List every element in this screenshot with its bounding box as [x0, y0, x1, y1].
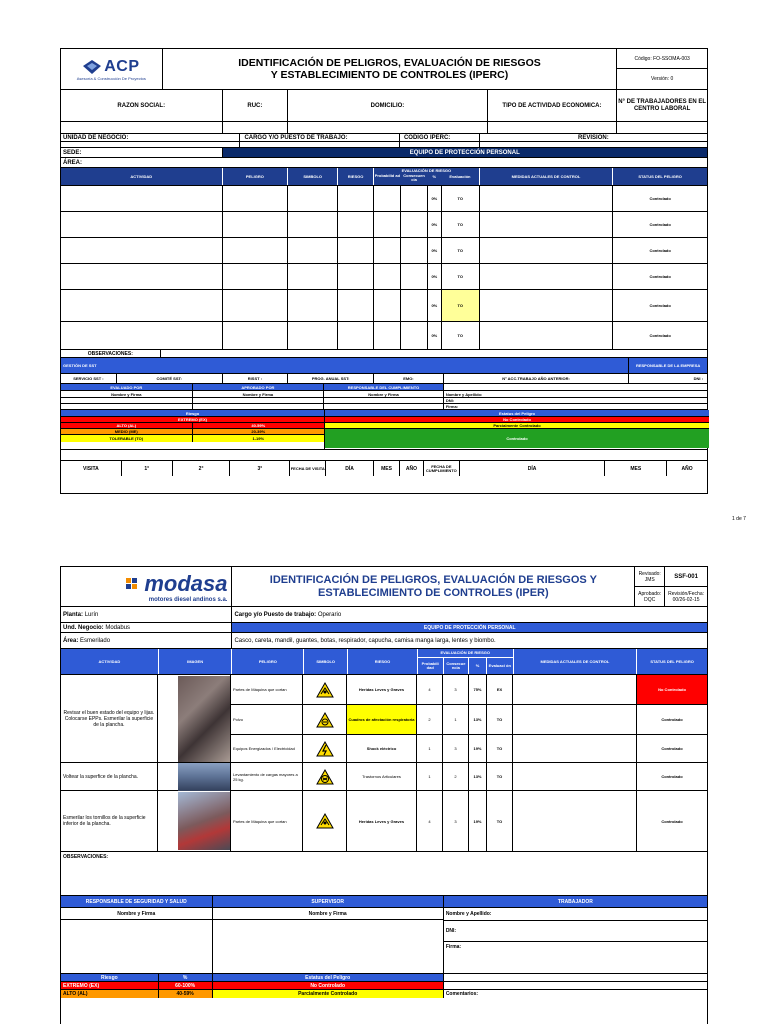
activity-2: Voltear la superfice de la plancha.: [61, 763, 157, 791]
evaluado-por-title: EVALUADO POR: [61, 384, 193, 390]
iper-form-page-2: [60, 566, 708, 1024]
status-cell: Controlado: [661, 746, 683, 751]
legend-alto-2: ALTO (AL): [61, 990, 159, 998]
emo-label: EMO:: [374, 374, 444, 383]
simbolo-cell[interactable]: [288, 322, 338, 349]
pct-cell: 75%: [469, 675, 487, 704]
trabajador-dni-label: DNI:: [444, 920, 707, 942]
col-actividad-2: ACTIVIDAD: [61, 649, 159, 674]
legend-parcial: Parcialmente Controlado: [325, 423, 709, 428]
riesgo-cell[interactable]: [338, 264, 374, 289]
riesgo-cell: Cuadros de afectación respiratoria: [347, 705, 417, 734]
nombre-apellido-label: Nombre y Apellido:: [445, 391, 483, 397]
trabajador-title: TRABAJADOR: [444, 896, 707, 907]
peligro-cell: Equipos Energizados / Electricidad: [231, 735, 303, 762]
simbolo-cell: [303, 675, 347, 704]
revision-value[interactable]: [480, 142, 707, 147]
eval-cell: TO: [442, 186, 480, 211]
legend-alto: ALTO (AL): [61, 423, 193, 428]
probabilidad-cell[interactable]: [374, 238, 401, 263]
trabajador-nombre-label: Nombre y Apellido:: [445, 910, 492, 917]
status-cell: Controlado: [661, 818, 683, 824]
fecha-visita-label: FECHA DE VISITA: [290, 461, 326, 476]
responsable-firma[interactable]: [324, 398, 444, 403]
acp-logo-icon: [83, 60, 101, 74]
codigo-iperc-value[interactable]: [400, 142, 480, 147]
sede-row: [61, 148, 707, 158]
probabilidad-cell: 1: [417, 763, 443, 790]
table-row: [61, 264, 707, 290]
visita-3[interactable]: 3°: [230, 461, 290, 476]
eval-cell: TO: [442, 238, 480, 263]
risk-level-legend: Riesgo EXTREMO (EX) ALTO (AL) 40-59% MEDIO (ME) 20-39% TOLERABLE (TO) 1-19%: [61, 410, 325, 449]
actividad-cell[interactable]: [61, 212, 223, 237]
consecuencia-cell[interactable]: [401, 212, 428, 237]
visita-1[interactable]: 1°: [121, 461, 173, 476]
medidas-cell[interactable]: [480, 322, 614, 349]
consecuencia-cell[interactable]: [401, 322, 428, 349]
probabilidad-cell: 1: [417, 735, 443, 762]
medidas-cell: [513, 735, 637, 762]
observaciones-label: OBSERVACIONES:: [61, 350, 161, 357]
und-value: Modabus: [105, 624, 131, 631]
status-cell: No Controlado: [637, 675, 707, 704]
visita-anio[interactable]: AÑO: [400, 461, 424, 476]
activity-3-photo: [178, 792, 230, 850]
page-title: IDENTIFICACIÓN DE PELIGROS, EVALUACIÓN DE RIESGOS Y ESTABLECIMIENTO DE CONTROLES (IPERC): [163, 49, 618, 89]
modasa-logo-text: modasa: [144, 570, 228, 596]
legend-title-row-2: Riesgo % Estatus del Peligro: [61, 974, 707, 982]
respiratory-hazard-icon: [316, 712, 334, 728]
revisado: Revisado: JMS: [635, 567, 665, 586]
actividad-cell[interactable]: [61, 322, 223, 349]
legend-medio: MEDIO (ME): [61, 429, 193, 434]
actividad-cell[interactable]: [61, 264, 223, 289]
status-cell: Controlado: [649, 222, 671, 227]
visita-dia[interactable]: DÍA: [326, 461, 374, 476]
col-actividad: ACTIVIDAD: [61, 168, 223, 185]
visita-label: VISITA: [83, 465, 99, 472]
table-row: [231, 705, 707, 735]
probabilidad-cell[interactable]: [374, 290, 401, 321]
table-row: [61, 322, 707, 350]
planta-row: Planta: Lurín Cargo y/o Puesto de trabajo: Operario: [61, 607, 707, 623]
table-row: [231, 675, 707, 705]
cutting-hazard-icon: [316, 682, 334, 698]
sede-label: SEDE:: [61, 148, 223, 157]
epp-title: EQUIPO DE PROTECCIÓN PERSONAL: [223, 148, 708, 157]
probabilidad-cell[interactable]: [374, 322, 401, 349]
probabilidad-cell[interactable]: [374, 264, 401, 289]
consecuencia-cell[interactable]: [401, 290, 428, 321]
tipo-actividad-label: TIPO DE ACTIVIDAD ECONOMICA:: [488, 90, 618, 121]
col-simbolo: SIMBOLO: [288, 168, 338, 185]
probabilidad-cell: 4: [417, 791, 443, 851]
num-trabajadores-label: N° DE TRABAJADORES EN EL CENTRO LABORAL: [618, 98, 706, 112]
dni-label: DNI:: [445, 398, 455, 403]
medidas-cell[interactable]: [480, 212, 614, 237]
status-cell: Controlado: [649, 248, 671, 253]
razon-social-label: RAZON SOCIAL:: [61, 90, 223, 121]
pct-cell: 0%: [428, 322, 442, 349]
eval-cell: TO: [487, 763, 513, 790]
electric-hazard-icon: [316, 741, 334, 757]
doc-code-block: [617, 49, 707, 89]
medidas-cell[interactable]: [480, 290, 614, 321]
doc-code-2: SSF-001: [674, 573, 698, 580]
riesgo-cell: Heridas Leves y Graves: [347, 675, 417, 704]
domicilio-label: DOMICILIO:: [288, 90, 487, 121]
peligro-cell: Partes de Máquina que cortan: [231, 791, 303, 851]
servicio-sst-label: SERVICIO SST :: [61, 374, 117, 383]
eval-cell: TO: [442, 290, 480, 321]
status-legend: Estatus del Peligro No Controlado Parcialmente Controlado Controlado: [325, 410, 709, 449]
aprobado: Aprobado: DQC: [635, 587, 665, 606]
aprobado-firma[interactable]: [193, 398, 325, 403]
observaciones-label-2: OBSERVACIONES:: [63, 854, 109, 860]
probabilidad-cell: 4: [417, 675, 443, 704]
legend-no-controlado-2: No Controlado: [213, 982, 444, 989]
hazard-table-header-2: [61, 649, 707, 675]
col-riesgo-2: RIESGO: [348, 649, 418, 674]
status-cell: Controlado: [661, 774, 683, 779]
gestion-row: [61, 358, 707, 374]
eval-cell: TO: [487, 705, 513, 734]
iperc-form-page-1: [60, 48, 708, 494]
und-row: Und. Negocio: Modabus EQUIPO DE PROTECCIÓN PERSONAL: [61, 623, 707, 633]
page-title-2: IDENTIFICACIÓN DE PELIGROS, EVALUACIÓN DE RIESGOS Y ESTABLECIMIENTO DE CONTROLES (IPER): [232, 567, 635, 606]
firmas-title-row: [61, 384, 707, 391]
modasa-logo: [61, 567, 232, 606]
consecuencia-cell[interactable]: [401, 238, 428, 263]
col-simbolo-2: SIMBOLO: [304, 649, 348, 674]
consecuencia-cell: 3: [443, 735, 469, 762]
medidas-cell: [513, 675, 637, 704]
aprobado-por-title: APROBADO POR: [193, 384, 325, 390]
col-riesgo: RIESGO: [338, 168, 374, 185]
riesgo-cell: Trastornos Articulares: [347, 763, 417, 790]
supervisor-signature[interactable]: [213, 920, 443, 973]
eval-cell: TO: [442, 322, 480, 349]
riesgo-cell[interactable]: [338, 290, 374, 321]
hazard-table-body: [61, 186, 707, 350]
form-header-2: [61, 567, 707, 607]
hazard-table-body-2: [61, 675, 707, 852]
gestion-sst-title: GESTIÓN DE SST: [61, 358, 629, 373]
pct-cell: 19%: [469, 791, 487, 851]
probabilidad-cell[interactable]: [374, 186, 401, 211]
tipo-actividad-value[interactable]: [488, 122, 618, 133]
revision-label: REVISION:: [578, 134, 609, 141]
peligro-cell: Levantamiento de cargas mayores a 25 kg.: [231, 763, 303, 790]
peligro-cell[interactable]: [223, 322, 289, 349]
observaciones-row-2: [61, 852, 707, 896]
visita-row: [61, 460, 707, 476]
simbolo-cell[interactable]: [288, 238, 338, 263]
peligro-cell[interactable]: [223, 264, 289, 289]
consecuencia-cell: 1: [443, 705, 469, 734]
area-value-2: Esmerilado: [80, 637, 111, 644]
risk-legend: [61, 410, 707, 450]
sst-row: [61, 374, 707, 384]
trabajador-firma-label: Firma:: [444, 941, 707, 973]
epp-title-2: EQUIPO DE PROTECCIÓN PERSONAL: [232, 623, 707, 632]
col-medidas: MEDIDAS ACTUALES DE CONTROL: [480, 168, 614, 185]
peligro-cell[interactable]: [223, 290, 289, 321]
pct-cell: 13%: [469, 763, 487, 790]
revision-fecha: Revisión/Fecha: 00/26-02-15: [668, 590, 704, 603]
status-cell: Controlado: [649, 333, 671, 338]
simbolo-cell: [303, 735, 347, 762]
medidas-cell: [513, 705, 637, 734]
company-values-row: [61, 122, 707, 134]
num-trabajadores-value[interactable]: [617, 122, 707, 133]
eval-cell: TO: [487, 735, 513, 762]
activity-3: Esmerilar los tornillos de la superficie inferior de la plancha.: [63, 815, 146, 827]
acp-logo: [61, 49, 163, 89]
riesgo-cell[interactable]: [338, 322, 374, 349]
col-medidas-2: MEDIDAS ACTUALES DE CONTROL: [514, 649, 638, 674]
riesgo-cell: Heridas Leves y Graves: [347, 791, 417, 851]
acc-trabajo-label: N° ACC.TRABAJO AÑO ANTERIOR:: [444, 374, 629, 383]
pct-cell: 0%: [428, 264, 442, 289]
peligro-cell[interactable]: [223, 238, 289, 263]
fecha-cumplimiento-label: FECHA DE CUMPLIMIENTO: [424, 461, 460, 476]
col-peligro-2: PELIGRO: [232, 649, 304, 674]
consecuencia-cell: 3: [443, 791, 469, 851]
table-row: [231, 735, 707, 763]
resp-sst-signature[interactable]: [61, 920, 212, 973]
simbolo-cell[interactable]: [288, 186, 338, 211]
ruc-value[interactable]: [223, 122, 289, 133]
medidas-cell: [513, 763, 637, 790]
signatures-title-row: [61, 896, 707, 908]
responsable-empresa-title: RESPONSABLE DE LA EMPRESA: [629, 358, 707, 373]
actividad-cell[interactable]: [61, 238, 223, 263]
company-header-row: [61, 90, 707, 122]
evaluado-firma[interactable]: [61, 398, 193, 403]
ruc-label: RUC:: [223, 90, 289, 121]
peligro-cell: Partes de Máquina que cortan: [231, 675, 303, 704]
eval-cell: EX: [487, 675, 513, 704]
cutting-hazard-icon: [316, 813, 334, 829]
acp-logo-text: ACP: [104, 57, 140, 75]
legend-tolerable: TOLERABLE (TO): [61, 435, 193, 442]
riesgo-cell[interactable]: [338, 212, 374, 237]
modasa-subtitle: motores diesel andinos s.a.: [148, 596, 228, 603]
eval-cell: TO: [442, 264, 480, 289]
legend-no-controlado: No Controlado: [325, 417, 709, 422]
activity-1: Revisar el buen estado del equipo y lijas. Colocarse EPPs. Esmerilar la superficie de la plancha.: [61, 675, 157, 763]
eval-cell: TO: [487, 791, 513, 851]
legend-controlado: Controlado: [325, 429, 709, 448]
simbolo-cell[interactable]: [288, 290, 338, 321]
legend-extremo-row-2: EXTREMO (EX) 60-100% No Controlado: [61, 982, 707, 990]
comentarios-label: Comentarios:: [445, 991, 479, 997]
cargo-value-2: Operario: [317, 611, 342, 618]
cumplimiento-anio[interactable]: AÑO: [681, 465, 693, 472]
consecuencia-cell: 2: [443, 763, 469, 790]
col-imagen: IMAGEN: [159, 649, 233, 674]
table-row: [61, 186, 707, 212]
supervisor-title: SUPERVISOR: [213, 896, 444, 907]
legend-alto-row-2: ALTO (AL) 40-59% Parcialmente Controlado Comentarios:: [61, 990, 707, 998]
table-row: [61, 290, 707, 322]
cargo-label: CARGO Y/O PUESTO DE TRABAJO:: [240, 134, 400, 141]
simbolo-cell[interactable]: [288, 264, 338, 289]
form-header: [61, 49, 707, 90]
razon-social-value[interactable]: [61, 122, 223, 133]
pct-cell: 0%: [428, 290, 442, 321]
cumplimiento-dia[interactable]: DÍA: [460, 461, 606, 476]
pct-cell: 13%: [469, 705, 487, 734]
actividad-cell[interactable]: [61, 290, 223, 321]
page-number: 1 de 7: [732, 516, 746, 522]
probabilidad-cell: 2: [417, 705, 443, 734]
probabilidad-cell[interactable]: [374, 212, 401, 237]
observaciones-row: [61, 350, 707, 358]
hazard-table-header: [61, 168, 707, 186]
col-evaluacion: EVALUACIÓN DE RIESGO Probabilid ad Consecuen cia % Evaluación: [374, 168, 480, 185]
dni-empresa-label: DNI :: [693, 376, 703, 381]
visita-2[interactable]: 2°: [173, 461, 231, 476]
firma-label: Firma:: [445, 404, 459, 409]
business-unit-row: [61, 134, 707, 142]
cumplimiento-mes[interactable]: MES: [605, 461, 667, 476]
peligro-cell[interactable]: [223, 212, 289, 237]
simbolo-cell: [303, 705, 347, 734]
col-peligro: PELIGRO: [223, 168, 289, 185]
epp-list: Casco, careta, mandil, guantes, botas, respirador, capucha, camisa manga larga, lentes y biombo.: [234, 637, 496, 644]
activity-1-photo: [178, 676, 230, 762]
area-row: [61, 158, 707, 168]
medidas-cell[interactable]: [480, 238, 614, 263]
area-label: ÁREA:: [63, 159, 82, 166]
activity-2-photo: [178, 763, 230, 791]
comite-sst-label: COMITÉ SST:: [117, 374, 223, 383]
unidad-negocio-value[interactable]: [61, 142, 240, 147]
table-row: [231, 763, 707, 791]
visita-mes[interactable]: MES: [374, 461, 400, 476]
domicilio-value[interactable]: [288, 122, 487, 133]
peligro-cell[interactable]: [223, 186, 289, 211]
observaciones-value[interactable]: [161, 350, 707, 357]
modasa-logo-icon: [126, 576, 142, 592]
firmas-labels-row: Nombre y Firma Nombre y Firma Nombre y Firma Nombre y Apellido:: [61, 391, 707, 398]
unidad-negocio-label: UNIDAD DE NEGOCIO:: [61, 134, 240, 141]
pct-cell: 19%: [469, 735, 487, 762]
planta-value: Lurín: [84, 611, 99, 618]
pct-cell: 0%: [428, 238, 442, 263]
prog-anual-label: PROG. ANUAL SST:: [288, 374, 374, 383]
resp-sst-title: RESPONSABLE DE SEGURIDAD Y SALUD: [61, 896, 213, 907]
legend-parcial-2: Parcialmente Controlado: [213, 990, 444, 998]
peligro-cell: Polvo: [231, 705, 303, 734]
medidas-cell[interactable]: [480, 186, 614, 211]
acp-tagline: Asesoría & Construcción De Proyectos: [76, 75, 146, 81]
doc-version: Versión: 0: [651, 76, 674, 82]
consecuencia-cell[interactable]: [401, 264, 428, 289]
medidas-cell: [513, 791, 637, 851]
riesgo-cell[interactable]: [338, 238, 374, 263]
signatures-block: Nombre y Firma Nombre y Firma Nombre y Apellido: DNI: Firma:: [61, 908, 707, 974]
load-hazard-icon: [316, 769, 334, 785]
simbolo-cell: [303, 791, 347, 851]
pct-cell: 0%: [428, 212, 442, 237]
table-row: [231, 791, 707, 851]
status-cell: Controlado: [661, 717, 683, 722]
codigo-iperc-label: CODIGO IPERC:: [400, 134, 480, 141]
legend-extremo-2: EXTREMO (EX): [61, 982, 159, 989]
pct-cell: 0%: [428, 186, 442, 211]
doc-code: Código: FO-SSOMA-003: [617, 49, 707, 69]
simbolo-cell: [303, 763, 347, 790]
riesgo-cell[interactable]: [338, 186, 374, 211]
status-cell: Controlado: [649, 274, 671, 279]
simbolo-cell[interactable]: [288, 212, 338, 237]
status-cell: Controlado: [649, 196, 671, 201]
col-status-2: STATUS DEL PELIGRO: [650, 659, 694, 664]
actividad-cell[interactable]: [61, 186, 223, 211]
col-status: STATUS DEL PELIGRO: [638, 174, 682, 179]
riesgo-cell: Shock eléctrico: [347, 735, 417, 762]
area-row-2: Área: Esmerilado Casco, careta, mandil, guantes, botas, respirador, capucha, camisa manga larga, lentes y biombo.: [61, 633, 707, 649]
medidas-cell[interactable]: [480, 264, 614, 289]
table-row: [61, 212, 707, 238]
epp-value[interactable]: [223, 158, 708, 167]
responsable-cumplimiento-title: RESPONSABLE DEL CUMPLIMIENTO: [324, 384, 444, 390]
doc-revision-block: [635, 567, 707, 606]
table-row: [61, 238, 707, 264]
status-cell: Controlado: [649, 303, 671, 308]
cargo-value[interactable]: [240, 142, 400, 147]
eval-cell: TO: [442, 212, 480, 237]
consecuencia-cell: 3: [443, 675, 469, 704]
col-evaluacion-2: EVALUACIÓN DE RIESGO Probabili dad Consecue ncia % Evaluaci ón: [418, 649, 514, 674]
rissst-label: RISST :: [223, 374, 289, 383]
legend-extremo: EXTREMO (EX): [61, 417, 324, 422]
consecuencia-cell[interactable]: [401, 186, 428, 211]
